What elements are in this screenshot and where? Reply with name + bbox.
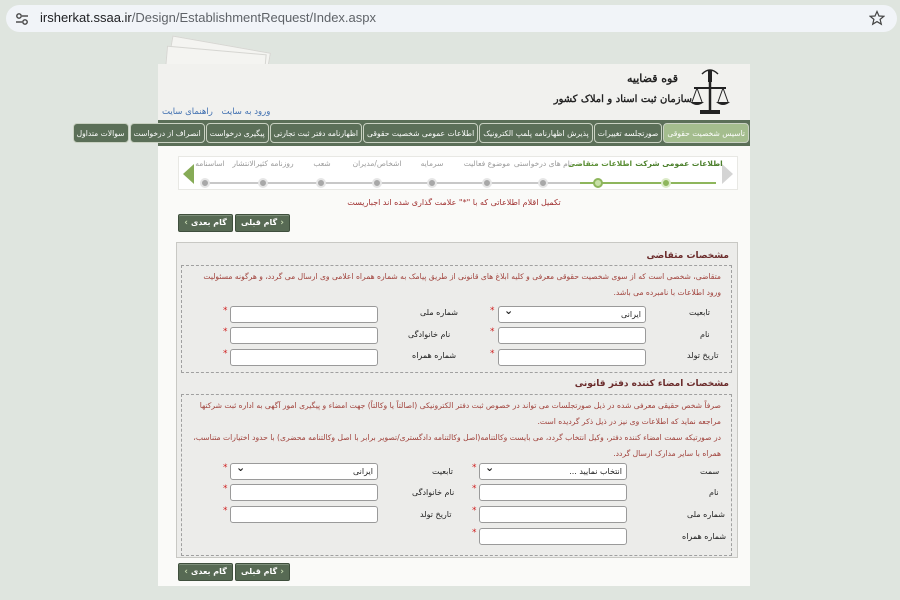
- step-label: اطلاعات عمومی شرکت: [635, 159, 723, 168]
- first-name-input[interactable]: [498, 327, 646, 344]
- step-dot[interactable]: [372, 178, 382, 188]
- applicant-fieldset: [181, 265, 732, 373]
- required-mark: *: [223, 506, 228, 516]
- required-mark: *: [472, 506, 477, 516]
- prev-step-label: گام قبلی: [240, 567, 278, 576]
- signer-first-name-input[interactable]: [479, 484, 627, 501]
- nationality-select[interactable]: [498, 306, 646, 323]
- signer-birth-date-input[interactable]: [230, 506, 378, 523]
- signer-nationality-label: تابعیت: [432, 467, 454, 476]
- last-name-input[interactable]: [230, 327, 378, 344]
- tab-cancel-request[interactable]: انصراف از درخواست: [130, 123, 205, 143]
- next-step-button[interactable]: ‹ گام بعدی: [178, 563, 233, 581]
- next-step-label: گام بعدی: [191, 218, 227, 227]
- role-label: سمت: [700, 467, 720, 476]
- prev-step-button[interactable]: گام قبلی ›: [235, 563, 290, 581]
- tab-trade-registry[interactable]: اظهارنامه دفتر ثبت تجارتی: [270, 123, 362, 143]
- page-container: [76, 64, 750, 586]
- progress-next-arrow-icon[interactable]: [183, 164, 194, 184]
- step-dot[interactable]: [200, 178, 210, 188]
- role-select[interactable]: [479, 463, 627, 480]
- address-bar[interactable]: [6, 5, 897, 32]
- required-mark: *: [472, 528, 477, 538]
- required-mark: *: [490, 349, 495, 359]
- applicant-section-title: مشخصات متقاضی: [646, 251, 729, 261]
- progress-stepper: [178, 156, 738, 190]
- step-buttons-top: [178, 214, 298, 232]
- step-label: سرمایه: [420, 159, 444, 168]
- step-label: اساسنامه: [195, 159, 225, 168]
- progress-prev-arrow-icon[interactable]: [722, 164, 733, 184]
- signer-last-name-label: نام خانوادگی: [412, 488, 455, 497]
- signer-national-id-input[interactable]: [479, 506, 627, 523]
- tab-faq[interactable]: سوالات متداول: [73, 123, 129, 143]
- top-links: [162, 107, 276, 117]
- url-path: /Design/EstablishmentRequest/Index.aspx: [131, 10, 376, 25]
- required-mark: *: [223, 484, 228, 494]
- mobile-input[interactable]: [230, 349, 378, 366]
- last-name-label: نام خانوادگی: [408, 330, 451, 339]
- step-dot[interactable]: [258, 178, 268, 188]
- role-value: انتخاب نمایید ...: [569, 467, 622, 476]
- signer-section-title: مشخصات امضاء کننده دفتر قانونی: [574, 379, 729, 389]
- next-step-button[interactable]: ‹ گام بعدی: [178, 214, 233, 232]
- url-host: irsherkat.ssaa.ir: [40, 10, 132, 25]
- required-mark: *: [490, 306, 495, 316]
- step-dot[interactable]: [427, 178, 437, 188]
- step-dot[interactable]: [593, 178, 603, 188]
- tab-establishment[interactable]: تاسیس شخصیت حقوقی: [663, 123, 749, 143]
- required-mark: *: [223, 463, 228, 473]
- signer-description-2: در صورتیکه سمت امضاء کننده دفتر، وکیل انتخاب گردد، می بایست وکالتنامه(اصل وکالتنامه دادگستری/تصویر برابر با اصل وکالتنامه محضری) با حدود اختیارات متناسب، همراه با سایر مدارک ارسال گردد.: [193, 433, 721, 458]
- main-nav: [76, 120, 750, 146]
- tab-changes-minutes[interactable]: صورتجلسه تغییرات: [594, 123, 663, 143]
- national-id-input[interactable]: [230, 306, 378, 323]
- step-label: اشخاص/مدیران: [352, 159, 402, 168]
- site-header: [158, 64, 750, 120]
- birth-date-input[interactable]: [498, 349, 646, 366]
- prev-step-button[interactable]: گام قبلی ›: [235, 214, 290, 232]
- required-mark: *: [223, 327, 228, 337]
- mobile-label: شماره همراه: [412, 351, 457, 360]
- step-dot[interactable]: [482, 178, 492, 188]
- signer-mobile-input[interactable]: [479, 528, 627, 545]
- url-text[interactable]: [40, 10, 376, 25]
- required-mark: *: [223, 306, 228, 316]
- signer-mobile-label: شماره همراه: [682, 532, 727, 541]
- signer-national-id-label: شماره ملی: [687, 510, 725, 519]
- required-mark: *: [223, 349, 228, 359]
- signer-nationality-value: ایرانی: [353, 467, 373, 476]
- guide-link[interactable]: راهنمای سایت: [162, 107, 213, 117]
- site-settings-icon[interactable]: [14, 11, 30, 27]
- signer-first-name-label: نام: [709, 488, 719, 497]
- next-step-label: گام بعدی: [191, 567, 227, 576]
- required-mark: *: [490, 327, 495, 337]
- applicant-description: متقاضی، شخصی است که از سوی شخصیت حقوقی معرفی و کلیه ابلاغ های قانونی از طریق پیامک به شماره همراه اعلامی وی ارسال می گردد، و هرگونه مسئولیت ورود اطلاعات با نامبرده می باشد.: [203, 272, 721, 297]
- signer-birth-date-label: تاریخ تولد: [420, 510, 452, 519]
- signer-nationality-select[interactable]: [230, 463, 378, 480]
- browser-toolbar: [0, 0, 900, 36]
- first-name-label: نام: [700, 330, 710, 339]
- progress-track: [201, 182, 716, 184]
- form-panel: [176, 242, 738, 558]
- tab-track-request[interactable]: پیگیری درخواست: [206, 123, 269, 143]
- required-notice: تکمیل اقلام اطلاعاتی که با "*" علامت گذاری شده اند اجباریست: [347, 198, 561, 207]
- nationality-value: ایرانی: [621, 310, 641, 319]
- birth-date-label: تاریخ تولد: [687, 351, 719, 360]
- signer-description-1: صرفاً شخص حقیقی معرفی شده در ذیل صورتجلسات می تواند در خصوص ثبت دفتر الکترونیکی (اصالتاً یا وکالتاً) جهت امضاء و پیگیری امور آگهی به اداره ثبت شرکتها مراجعه نماید که اطلاعات وی نیز در ذیل ذکر گردیده است.: [199, 401, 721, 426]
- step-label: نام های درخواستی: [513, 159, 573, 168]
- logo-subtitle: سازمان ثبت اسناد و املاک کشور: [553, 94, 692, 105]
- step-label: موضوع فعالیت: [463, 159, 511, 168]
- required-mark: *: [472, 484, 477, 494]
- step-label: روزنامه کثیرالانتشار: [232, 159, 294, 168]
- login-link[interactable]: ورود به سایت: [221, 107, 271, 117]
- signer-last-name-input[interactable]: [230, 484, 378, 501]
- step-buttons-bottom: [178, 563, 298, 581]
- bookmark-star-icon[interactable]: [869, 10, 885, 26]
- step-label: اطلاعات متقاضی: [567, 159, 633, 168]
- nationality-label: تابعیت: [689, 308, 711, 317]
- step-dot[interactable]: [316, 178, 326, 188]
- prev-step-label: گام قبلی: [240, 218, 278, 227]
- national-id-label: شماره ملی: [420, 308, 458, 317]
- tab-legal-entity-info[interactable]: اطلاعات عمومی شخصیت حقوقی: [363, 123, 478, 143]
- tab-electronic-seal[interactable]: پذیرش اظهارنامه پلمپ الکترونیک: [479, 123, 593, 143]
- logo-text: قوه قضاییه: [627, 72, 678, 85]
- step-dot[interactable]: [661, 178, 671, 188]
- required-mark: *: [472, 463, 477, 473]
- step-dot[interactable]: [538, 178, 548, 188]
- signer-fieldset: [181, 394, 732, 556]
- step-label: شعب: [313, 159, 331, 168]
